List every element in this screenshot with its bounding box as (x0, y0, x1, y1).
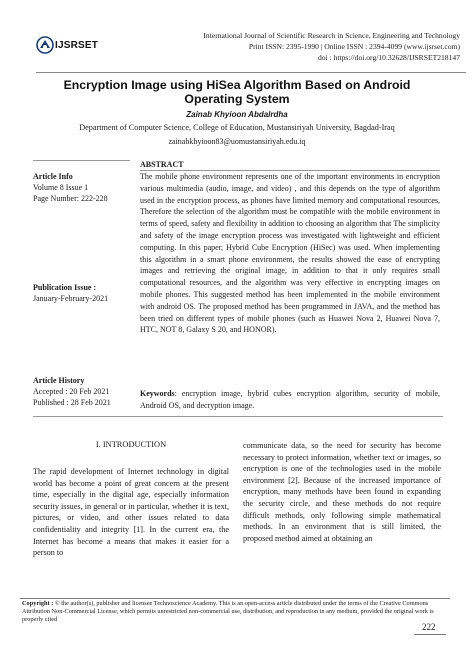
logo-emblem-icon (36, 36, 54, 54)
copyright-label: Copyright : (22, 600, 54, 607)
title-line-1: Encryption Image using HiSea Algorithm Based on Android (63, 78, 411, 92)
copyright-notice (22, 600, 434, 625)
journal-name: International Journal of Scientific Research in Science, Engineering and Technology (203, 31, 460, 40)
article-history (33, 375, 133, 408)
body-column-left: The rapid development of Internet technology in digital world has become a point of great concern at the present time, especially in the digital age, especially information security issues, in general or in particular, whether it is text, pictures, or video, and other issues related to data confidentiality and integrity [1]. In the current era, the Internet has become a means that makes it easier for a person to (33, 467, 229, 558)
abstract-heading: ABSTRACT (140, 160, 184, 169)
journal-issn: Print ISSN: 2395-1990 | Online ISSN : 2394-4099 (www.ijsrset.com) (248, 42, 460, 51)
footer-rule (20, 598, 450, 599)
page-number-rule (414, 634, 446, 635)
author-affiliation: Department of Computer Science, College of Education, Mustansiriyah University, Bagdad-Iraq (79, 123, 395, 132)
journal-info (130, 30, 460, 63)
author-email[interactable]: zainabkhyioon83@uomustansiriyah.edu.iq (168, 137, 306, 146)
article-info (33, 171, 133, 204)
article-info-heading: Article Info (33, 172, 73, 181)
volume-issue: Volume 8 Issue 1 (33, 183, 89, 192)
keywords-text: : encryption image, hybrid cubes encryption algorithm, security of mobile, Android OS, and decryption image. (140, 389, 440, 410)
logo-text: IJSRSET (55, 40, 99, 51)
section-heading-introduction: I. INTRODUCTION (95, 440, 167, 449)
publication-date: January-February-2021 (33, 294, 109, 303)
keywords-label: Keywords (140, 389, 175, 398)
author-name: Zainab Khyioon Abdalrdha (186, 110, 288, 119)
keywords (140, 388, 440, 411)
page-range: Page Number: 222-228 (33, 194, 108, 203)
journal-logo (36, 34, 98, 60)
published-date: Published : 28 Feb 2021 (33, 398, 111, 407)
info-top-rule (33, 160, 130, 161)
abstract-bottom-rule (33, 416, 443, 417)
accepted-date: Accepted : 20 Feb 2021 (33, 387, 110, 396)
page-number: 222 (422, 622, 436, 632)
publication-issue (33, 282, 133, 304)
body-column-right: communicate data, so the need for security has become necessary to protect information, whether text or images, so encryption is one of the technologies used in the mobile environment [2]. Because of the increased importance of encryption, many methods have been found in expanding the security circle, and these methods do not require difficult methods, only following simple mathematical methods. In an environment that is still limited, the proposed method aimed at obtaining an (243, 441, 441, 543)
copyright-text: © the author(s), publisher and licensee Technoscience Academy. This is an open-access article distributed under the terms of the Creative Commons Attribution Non-Commercial License, which permits unrestricted non-commercial use, distribution, and reproduction in any medium, provided the original work is properly cited (22, 600, 434, 624)
abstract-text: The mobile phone environment represents one of the important environments in encryption various multimedia (audio, image, and video) , and this depends on the type of algorithm used in the encryption process, as phones have limited memory and computational resources, Therefore the selection of the algorithm must be compatible with the mobile environment in terms of speed, safety and flexibility in addition to choosing an algorithm that The simplicity and safety of the image encryption process was investigated with lightweight and efficient computing. In this paper, Hybrid Cube Encryption (HiSec) was used. When implementing this algorithm in a smart phone environment, the results showed the ease of encrypting images and retrieving the original image, in addition to that it only requires small computational resources, and the algorithm was very effective in encrypting images on mobile phones. This suggested method has been implemented in the mobile environment with android OS. The proposed method has been programmed in JAVA, and the method has been tried on different types of mobile phones (such as Huawei Nova 2, Huawei Nova 7, HTC, NOT 8, Galaxy S 20, and HONOR). (140, 172, 440, 335)
journal-doi[interactable]: doi : https://doi.org/10.32628/IJSRSET218147 (317, 53, 460, 62)
header-divider (36, 72, 466, 73)
article-history-heading: Article History (33, 376, 85, 385)
publication-issue-heading: Publication Issue : (33, 283, 97, 292)
paper-title (20, 78, 454, 106)
title-line-2: Operating System (184, 92, 290, 106)
